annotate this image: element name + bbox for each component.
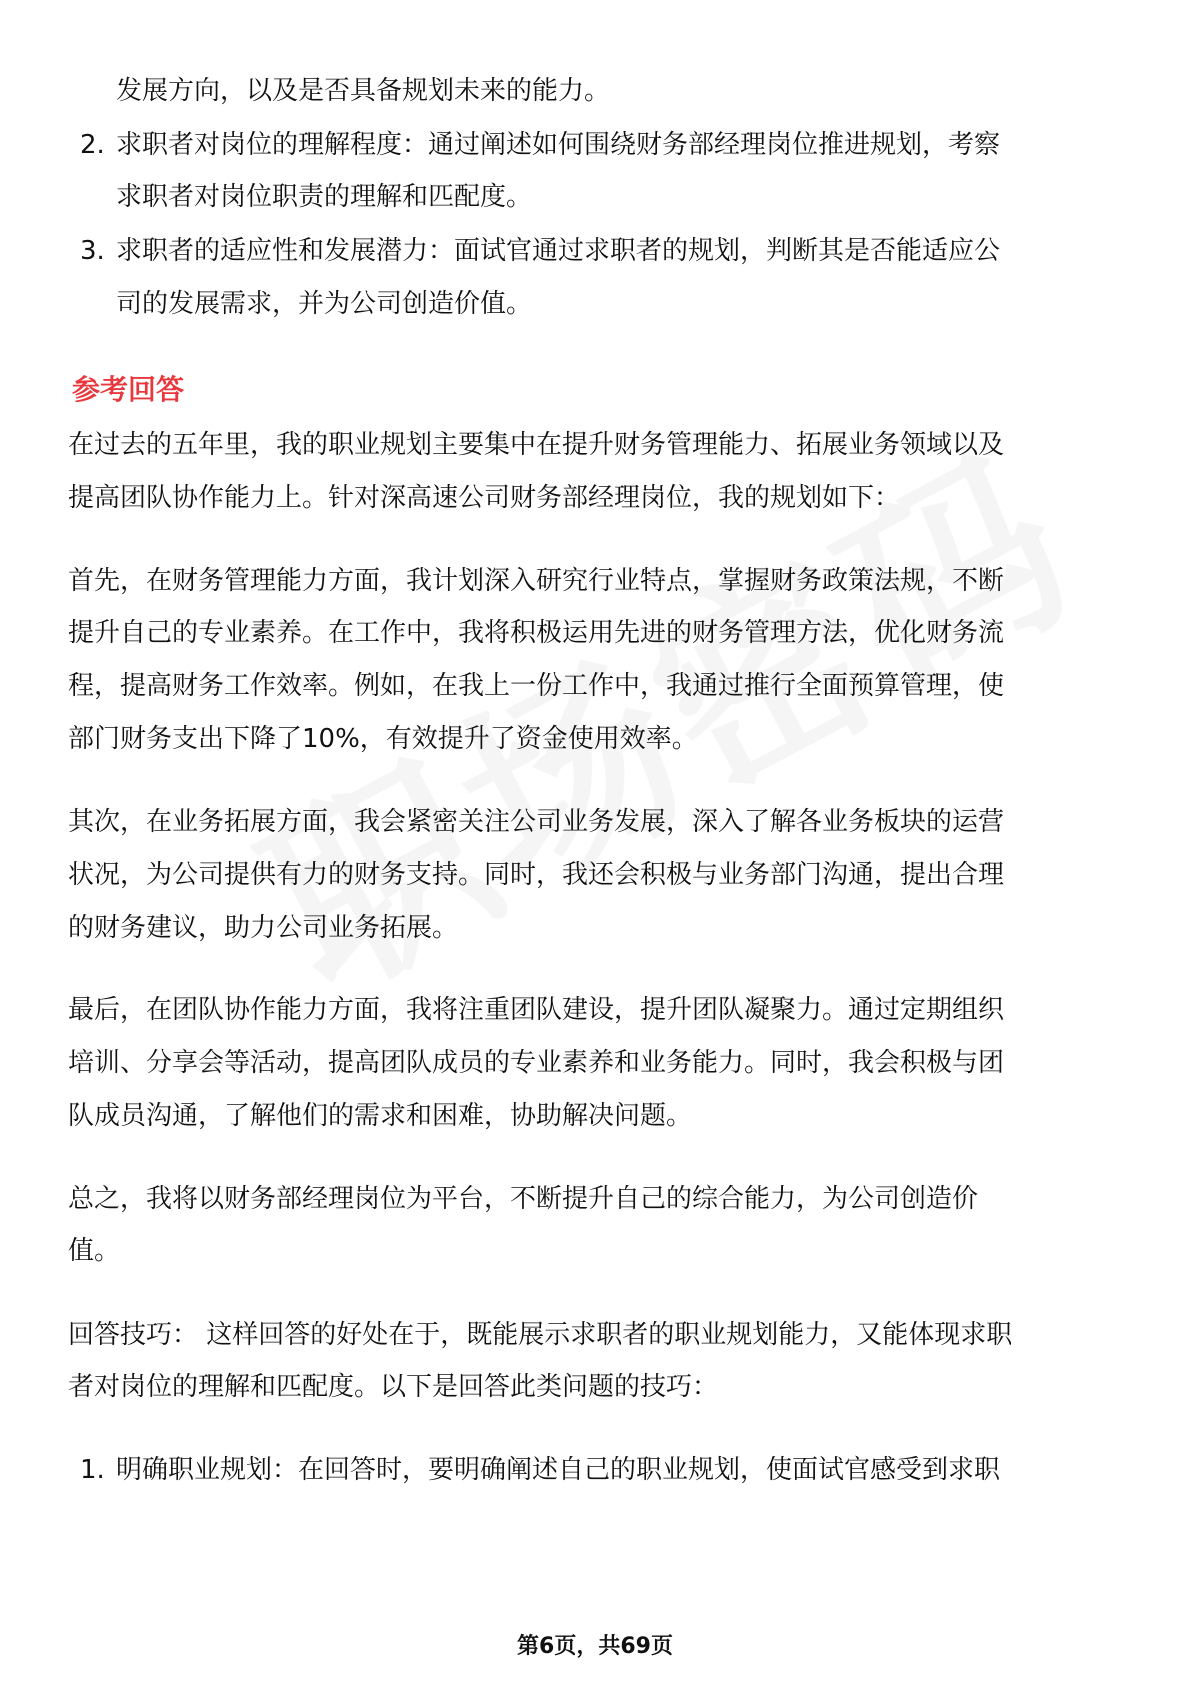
paragraph-line: 首先，在财务管理能力方面，我计划深入研究行业特点，掌握财务政策法规，不断 xyxy=(68,566,1005,596)
paragraph-line: 培训、分享会等活动，提高团队成员的专业素养和业务能力。同时，我会积极与团 xyxy=(68,1048,1005,1078)
list-number: 1. xyxy=(80,1455,105,1485)
paragraph-line: 其次，在业务拓展方面，我会紧密关注公司业务发展，深入了解各业务板块的运营 xyxy=(68,807,1005,837)
watermark xyxy=(210,375,1115,1047)
paragraph-line: 总之，我将以财务部经理岗位为平台，不断提升自己的综合能力，为公司创造价 xyxy=(68,1184,979,1214)
list-item-line: 明确职业规划：在回答时，要明确阐述自己的职业规划，使面试官感受到求职 xyxy=(116,1455,1001,1485)
paragraph-line: 在过去的五年里，我的职业规划主要集中在提升财务管理能力、拓展业务领域以及 xyxy=(68,430,1005,460)
continuation-line: 发展方向，以及是否具备规划未来的能力。 xyxy=(116,76,611,106)
page-number: 第6页，共69页 xyxy=(517,1634,673,1659)
list-number: 3. xyxy=(80,236,105,266)
section-heading: 参考回答 xyxy=(72,373,185,406)
list-item-line: 司的发展需求，并为公司创造价值。 xyxy=(116,289,533,319)
paragraph-line: 状况，为公司提供有力的财务支持。同时，我还会积极与业务部门沟通，提出合理 xyxy=(68,860,1005,890)
paragraph-line: 值。 xyxy=(68,1236,121,1266)
paragraph-line: 回答技巧： 这样回答的好处在于，既能展示求职者的职业规划能力，又能体现求职 xyxy=(68,1320,1013,1350)
list-item-line: 求职者对岗位职责的理解和匹配度。 xyxy=(116,182,533,212)
list-item-line: 求职者的适应性和发展潜力：面试官通过求职者的规划，判断其是否能适应公 xyxy=(116,236,1001,266)
list-number: 2. xyxy=(80,130,105,160)
paragraph-line: 部门财务支出下降了10%，有效提升了资金使用效率。 xyxy=(68,724,698,754)
list-item-line: 求职者对岗位的理解程度：通过阐述如何围绕财务部经理岗位推进规划，考察 xyxy=(116,130,1001,160)
paragraph-line: 提升自己的专业素养。在工作中，我将积极运用先进的财务管理方法，优化财务流 xyxy=(68,618,1005,648)
paragraph-line: 的财务建议，助力公司业务拓展。 xyxy=(68,913,459,943)
paragraph-line: 队成员沟通，了解他们的需求和困难，协助解决问题。 xyxy=(68,1101,693,1131)
paragraph-line: 程，提高财务工作效率。例如，在我上一份工作中，我通过推行全面预算管理，使 xyxy=(68,671,1005,701)
paragraph-line: 者对岗位的理解和匹配度。以下是回答此类问题的技巧： xyxy=(68,1372,719,1402)
paragraph-line: 提高团队协作能力上。针对深高速公司财务部经理岗位，我的规划如下： xyxy=(68,483,901,513)
paragraph-line: 最后，在团队协作能力方面，我将注重团队建设，提升团队凝聚力。通过定期组织 xyxy=(68,995,1005,1025)
